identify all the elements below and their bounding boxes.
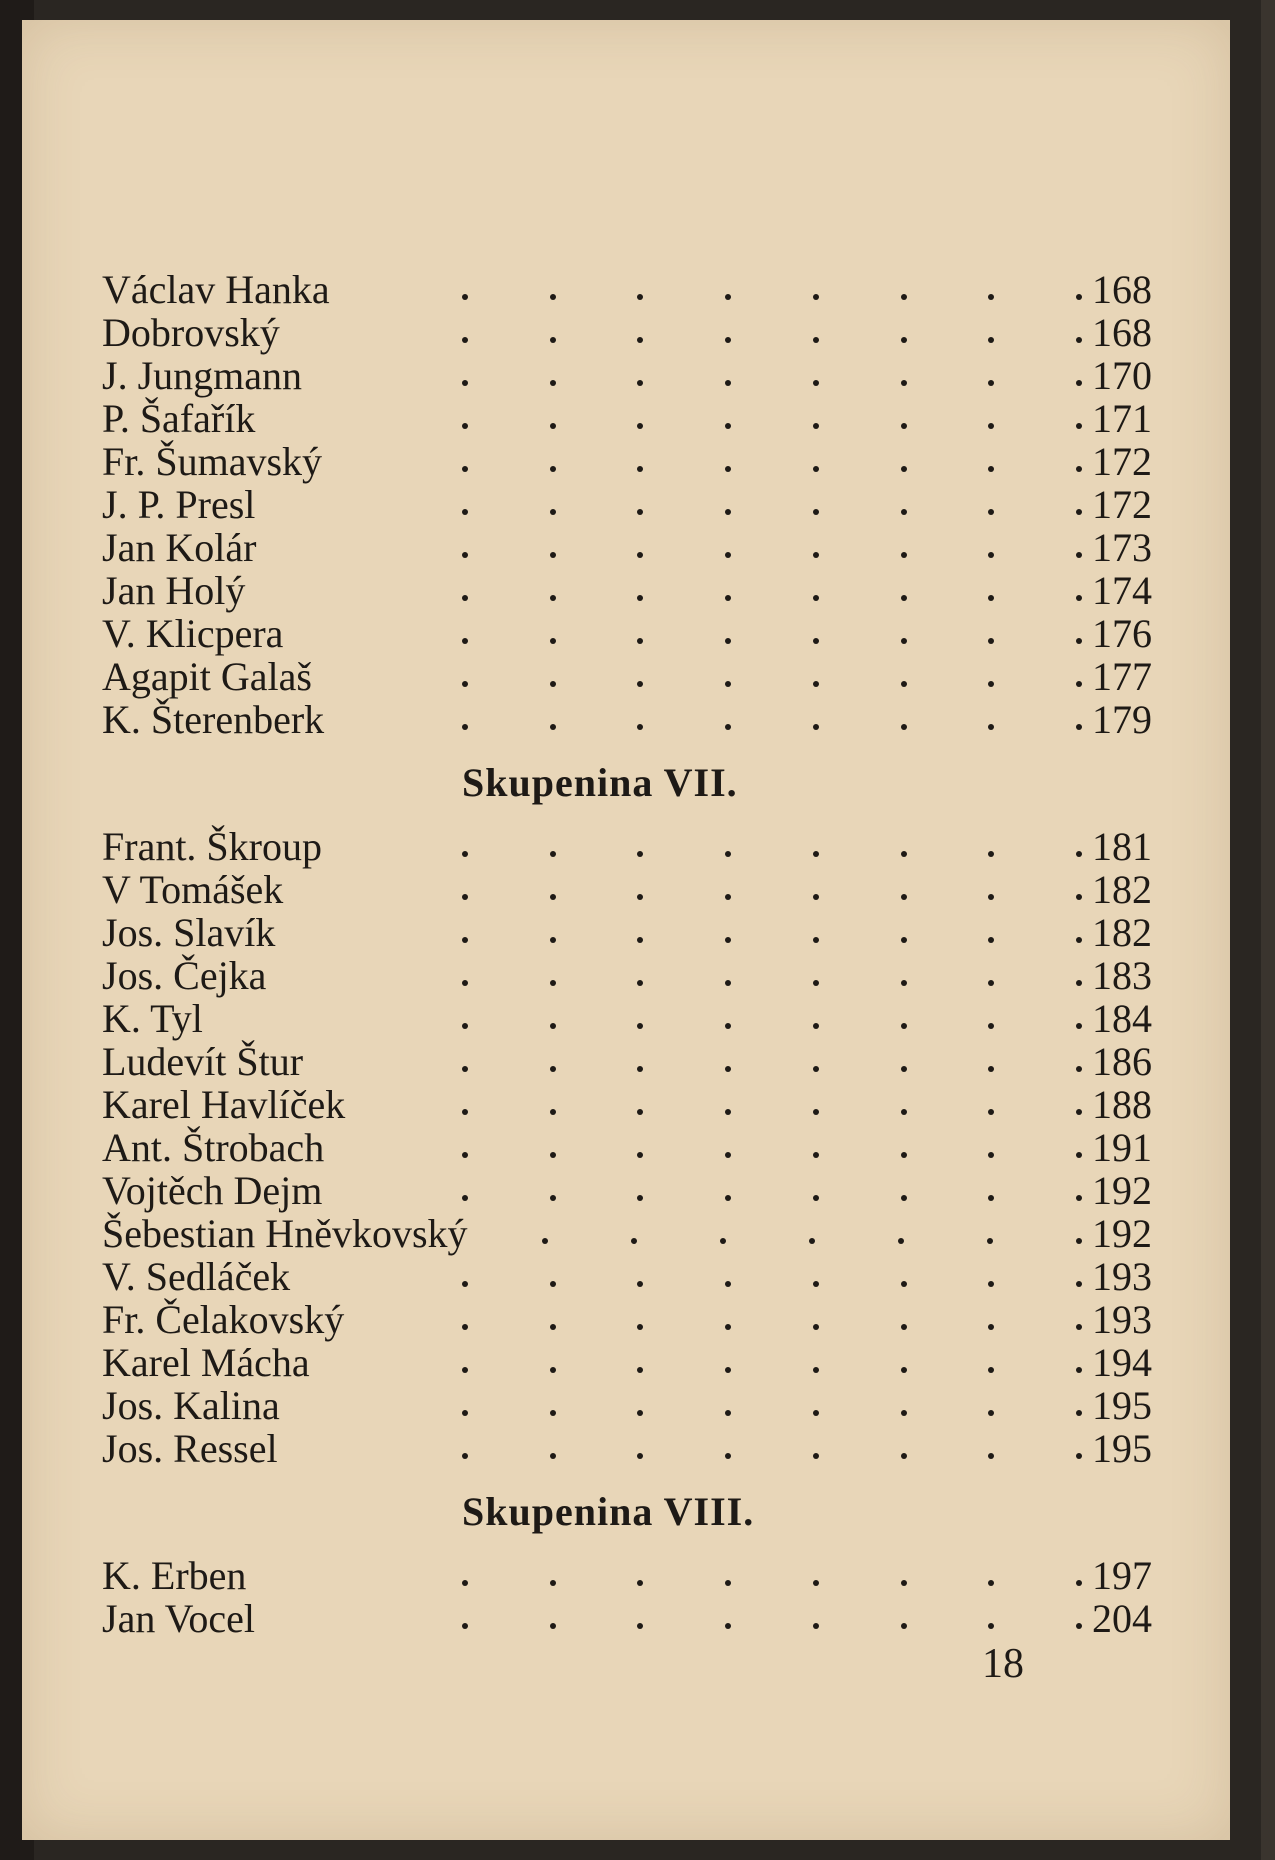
book-page bbox=[22, 20, 1230, 1840]
entry-page-number: 193 bbox=[1092, 1254, 1152, 1299]
entry-page-number: 188 bbox=[1092, 1082, 1152, 1127]
toc-entry[interactable] bbox=[102, 611, 1152, 656]
entry-page-number: 194 bbox=[1092, 1340, 1152, 1385]
toc-entry[interactable] bbox=[102, 1340, 1152, 1385]
entry-page-number: 173 bbox=[1092, 525, 1152, 570]
entry-page-number: 182 bbox=[1092, 910, 1152, 955]
dot-leader bbox=[462, 1298, 1082, 1341]
entry-name: V. Sedláček bbox=[102, 1254, 291, 1299]
dot-leader bbox=[462, 997, 1082, 1040]
entry-page-number: 171 bbox=[1092, 396, 1152, 441]
entry-page-number: 186 bbox=[1092, 1039, 1152, 1084]
entry-name: Dobrovský bbox=[102, 310, 280, 355]
entry-page-number: 174 bbox=[1092, 568, 1152, 613]
toc-entry[interactable] bbox=[102, 396, 1152, 441]
dot-leader bbox=[462, 1597, 1082, 1640]
dot-leader bbox=[462, 1083, 1082, 1126]
entry-name: Karel Havlíček bbox=[102, 1082, 346, 1127]
entry-page-number: 195 bbox=[1092, 1426, 1152, 1471]
entry-name: K. Erben bbox=[102, 1553, 247, 1598]
entry-name: Jan Vocel bbox=[102, 1596, 255, 1641]
entry-page-number: 197 bbox=[1092, 1553, 1152, 1598]
toc-entry[interactable] bbox=[102, 1553, 1152, 1598]
dot-leader bbox=[462, 868, 1082, 911]
entry-page-number: 168 bbox=[1092, 267, 1152, 312]
toc-entry[interactable] bbox=[102, 1168, 1152, 1213]
toc-entry[interactable] bbox=[102, 1254, 1152, 1299]
toc-group-1 bbox=[102, 267, 1152, 742]
toc-entry[interactable] bbox=[102, 1426, 1152, 1471]
entry-name: P. Šafařík bbox=[102, 396, 256, 441]
entry-page-number: 176 bbox=[1092, 611, 1152, 656]
dot-leader bbox=[462, 1427, 1082, 1470]
entry-page-number: 181 bbox=[1092, 824, 1152, 869]
toc-group-2 bbox=[102, 824, 1152, 1471]
entry-page-number: 204 bbox=[1092, 1596, 1152, 1641]
toc-entry[interactable] bbox=[102, 353, 1152, 398]
entry-page-number: 177 bbox=[1092, 654, 1152, 699]
dot-leader bbox=[462, 483, 1082, 526]
entry-name: Fr. Šumavský bbox=[102, 439, 323, 484]
dot-leader bbox=[462, 1255, 1082, 1298]
entry-page-number: 182 bbox=[1092, 867, 1152, 912]
toc-entry[interactable] bbox=[102, 1596, 1152, 1641]
dot-leader bbox=[462, 698, 1082, 741]
entry-name: Fr. Čelakovský bbox=[102, 1297, 345, 1342]
entry-name: Jos. Ressel bbox=[102, 1426, 278, 1471]
dot-leader bbox=[462, 1341, 1082, 1384]
entry-name: Jos. Čejka bbox=[102, 953, 267, 998]
entry-page-number: 172 bbox=[1092, 439, 1152, 484]
entry-name: V Tomášek bbox=[102, 867, 284, 912]
entry-page-number: 172 bbox=[1092, 482, 1152, 527]
dot-leader bbox=[462, 612, 1082, 655]
entry-page-number: 191 bbox=[1092, 1125, 1152, 1170]
dot-leader bbox=[462, 825, 1082, 868]
toc-entry[interactable] bbox=[102, 1039, 1152, 1084]
dot-leader bbox=[462, 1126, 1082, 1169]
toc-entry[interactable] bbox=[102, 953, 1152, 998]
entry-name: K. Tyl bbox=[102, 996, 203, 1041]
entry-page-number: 170 bbox=[1092, 353, 1152, 398]
entry-name: J. Jungmann bbox=[102, 353, 302, 398]
table-of-contents bbox=[102, 267, 1152, 1641]
entry-name: Karel Mácha bbox=[102, 1340, 310, 1385]
toc-entry[interactable] bbox=[102, 867, 1152, 912]
dot-leader bbox=[462, 1384, 1082, 1427]
entry-name: Frant. Škroup bbox=[102, 824, 322, 869]
entry-page-number: 193 bbox=[1092, 1297, 1152, 1342]
toc-entry[interactable] bbox=[102, 267, 1152, 312]
dot-leader bbox=[462, 311, 1082, 354]
dot-leader bbox=[462, 954, 1082, 997]
dot-leader bbox=[462, 911, 1082, 954]
entry-page-number: 168 bbox=[1092, 310, 1152, 355]
dot-leader bbox=[462, 440, 1082, 483]
dot-leader bbox=[462, 655, 1082, 698]
toc-entry[interactable] bbox=[102, 1383, 1152, 1428]
entry-name: Agapit Galaš bbox=[102, 654, 312, 699]
section-heading: Skupenina VII. bbox=[462, 760, 738, 805]
toc-entry[interactable] bbox=[102, 1297, 1152, 1342]
dot-leader bbox=[462, 1554, 1082, 1597]
toc-entry[interactable] bbox=[102, 482, 1152, 527]
toc-group-3 bbox=[102, 1553, 1152, 1641]
entry-name: Václav Hanka bbox=[102, 267, 330, 312]
dot-leader bbox=[462, 1040, 1082, 1083]
toc-entry[interactable] bbox=[102, 439, 1152, 484]
toc-entry[interactable] bbox=[102, 568, 1152, 613]
entry-name: Jan Kolár bbox=[102, 525, 257, 570]
dot-leader bbox=[462, 268, 1082, 311]
toc-entry[interactable] bbox=[102, 697, 1152, 742]
dot-leader bbox=[462, 397, 1082, 440]
entry-page-number: 183 bbox=[1092, 953, 1152, 998]
page-edge bbox=[1261, 0, 1275, 1860]
entry-name: Jan Holý bbox=[102, 568, 246, 613]
entry-name: Vojtěch Dejm bbox=[102, 1168, 323, 1213]
entry-page-number: 192 bbox=[1092, 1168, 1152, 1213]
toc-entry[interactable] bbox=[102, 654, 1152, 699]
dot-leader bbox=[462, 526, 1082, 569]
entry-page-number: 195 bbox=[1092, 1383, 1152, 1428]
toc-entry[interactable] bbox=[102, 525, 1152, 570]
toc-entry[interactable] bbox=[102, 824, 1152, 869]
toc-entry[interactable] bbox=[102, 1211, 1152, 1256]
page-number: 18 bbox=[982, 1641, 1024, 1687]
entry-page-number: 192 bbox=[1092, 1211, 1152, 1256]
entry-name: J. P. Presl bbox=[102, 482, 256, 527]
dot-leader bbox=[462, 569, 1082, 612]
toc-entry[interactable] bbox=[102, 996, 1152, 1041]
entry-name: Jos. Kalina bbox=[102, 1383, 280, 1428]
entry-name: Šebestian Hněvkovský bbox=[102, 1211, 468, 1256]
entry-page-number: 184 bbox=[1092, 996, 1152, 1041]
dot-leader bbox=[462, 354, 1082, 397]
toc-entry[interactable] bbox=[102, 910, 1152, 955]
toc-entry[interactable] bbox=[102, 1082, 1152, 1127]
section-heading: Skupenina VIII. bbox=[462, 1489, 755, 1534]
toc-entry[interactable] bbox=[102, 310, 1152, 355]
entry-name: Jos. Slavík bbox=[102, 910, 276, 955]
toc-entry[interactable] bbox=[102, 1125, 1152, 1170]
entry-page-number: 179 bbox=[1092, 697, 1152, 742]
entry-name: Ludevít Štur bbox=[102, 1039, 304, 1084]
entry-name: K. Šterenberk bbox=[102, 697, 325, 742]
dot-leader bbox=[542, 1212, 1082, 1255]
dot-leader bbox=[462, 1169, 1082, 1212]
entry-name: V. Klicpera bbox=[102, 611, 284, 656]
entry-name: Ant. Štrobach bbox=[102, 1125, 325, 1170]
